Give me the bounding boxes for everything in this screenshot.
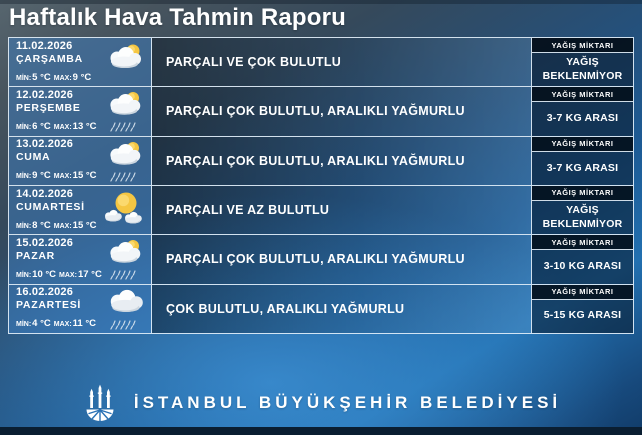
min-label: MİN: [16, 173, 32, 181]
description-cell [152, 87, 532, 135]
min-value: 6 °C [32, 121, 51, 132]
forecast-table [8, 37, 634, 334]
max-value: 13 °C [72, 121, 97, 132]
max-label: MAX: [53, 74, 72, 82]
description-cell [152, 38, 532, 86]
minmax-text [16, 116, 100, 134]
minmax-text [16, 215, 100, 233]
max-value: 15 °C [72, 170, 97, 182]
description-cell [152, 137, 532, 185]
precipitation-cell [532, 137, 633, 185]
description-cell [152, 186, 532, 234]
precipitation-value: YAĞIŞ BEKLENMİYOR [542, 56, 623, 82]
date-text: 11.02.2026 [16, 39, 73, 52]
forecast-row [9, 235, 633, 284]
date-info [16, 188, 100, 233]
sun-cloud-rain-icon [102, 238, 148, 280]
description-text: PARÇALI VE AZ BULUTLU [166, 203, 330, 218]
date-text: 16.02.2026 [16, 286, 74, 299]
precipitation-cell [532, 38, 633, 86]
min-value: 5 °C [32, 71, 51, 83]
date-cell [9, 235, 152, 283]
max-label: MAX: [53, 321, 72, 329]
min-value: 9 °C [32, 170, 51, 182]
date-info [16, 89, 100, 134]
minmax-text [16, 165, 100, 183]
municipality-name: İSTANBUL BÜYÜKŞEHİR BELEDİYESİ [133, 393, 562, 412]
description-cell [152, 235, 532, 283]
min-label: MİN: [16, 124, 32, 131]
precipitation-value: 3-7 KG ARASI [546, 112, 619, 125]
max-value: 17 °C [77, 268, 102, 280]
sun-few-clouds-icon [102, 189, 148, 231]
min-label: MİN: [16, 321, 32, 329]
minmax-text [16, 313, 99, 331]
precipitation-header: YAĞIŞ MİKTARI [532, 186, 633, 201]
min-value: 10 °C [32, 268, 57, 280]
precipitation-value: YAĞIŞ BEKLENMİYOR [542, 204, 623, 230]
precipitation-header: YAĞIŞ MİKTARI [532, 235, 633, 250]
max-label: MAX: [53, 173, 72, 181]
date-cell [9, 285, 152, 333]
max-label: MAX: [53, 222, 72, 230]
min-label: MİN: [16, 222, 32, 230]
forecast-row [9, 87, 633, 136]
date-text: 12.02.2026 [16, 89, 74, 101]
minmax-text [16, 67, 94, 85]
description-text: ÇOK BULUTLU, ARALIKLI YAĞMURLU [166, 301, 405, 316]
sun-cloud-rain-icon [102, 90, 148, 132]
description-text: PARÇALI ÇOK BULUTLU, ARALIKLI YAĞMURLU [166, 104, 465, 119]
min-value: 4 °C [32, 318, 51, 330]
precipitation-cell [532, 235, 633, 283]
day-name: ÇARŞAMBA [16, 52, 83, 65]
ibb-logo-icon [81, 382, 119, 424]
precipitation-cell [532, 285, 633, 333]
sun-behind-cloud-icon [102, 41, 148, 83]
precipitation-header: YAĞIŞ MİKTARI [532, 38, 633, 53]
forecast-row [9, 137, 633, 186]
description-text: PARÇALI ÇOK BULUTLU, ARALIKLI YAĞMURLU [166, 153, 465, 168]
date-text: 15.02.2026 [16, 236, 74, 249]
forecast-row [9, 285, 633, 333]
max-value: 9 °C [72, 71, 92, 83]
date-cell [9, 186, 152, 234]
precipitation-cell [532, 186, 633, 234]
day-name: PAZAR [16, 249, 55, 262]
precipitation-value: 3-10 KG ARASI [543, 260, 622, 273]
precipitation-header: YAĞIŞ MİKTARI [532, 137, 633, 152]
precipitation-cell [532, 87, 633, 135]
min-label: MİN: [16, 74, 32, 82]
date-cell [9, 137, 152, 185]
precipitation-header: YAĞIŞ MİKTARI [532, 285, 633, 300]
sun-cloud-rain-icon [102, 140, 148, 182]
max-label: MAX: [53, 124, 72, 131]
description-text: PARÇALI VE ÇOK BULUTLU [166, 55, 342, 70]
forecast-row [9, 38, 633, 87]
date-text: 14.02.2026 [16, 187, 74, 200]
date-text: 13.02.2026 [16, 138, 74, 151]
precipitation-value: 5-15 KG ARASI [543, 309, 622, 322]
min-label: MİN: [16, 271, 32, 279]
day-name: PERŞEMBE [16, 102, 81, 114]
bottom-bar [0, 427, 642, 435]
date-info [16, 286, 99, 331]
max-value: 11 °C [72, 318, 96, 330]
description-text: PARÇALI ÇOK BULUTLU, ARALIKLI YAĞMURLU [166, 252, 465, 267]
page-title: Haftalık Hava Tahmin Raporu [9, 4, 347, 31]
day-name: CUMA [16, 151, 51, 164]
description-cell [152, 285, 532, 333]
date-info [16, 237, 102, 282]
precipitation-value: 3-7 KG ARASI [546, 161, 619, 174]
footer [0, 380, 642, 426]
min-value: 8 °C [32, 219, 51, 231]
date-cell [9, 38, 152, 86]
minmax-text [16, 264, 102, 282]
date-cell [9, 87, 152, 135]
forecast-row [9, 186, 633, 235]
day-name: CUMARTESİ [16, 200, 85, 213]
date-info [16, 138, 100, 183]
day-name: PAZARTESİ [16, 299, 82, 312]
max-value: 15 °C [72, 219, 97, 231]
precipitation-header: YAĞIŞ MİKTARI [532, 87, 633, 102]
date-info [16, 40, 94, 85]
max-label: MAX: [59, 271, 77, 279]
cloud-rain-icon [102, 288, 148, 330]
